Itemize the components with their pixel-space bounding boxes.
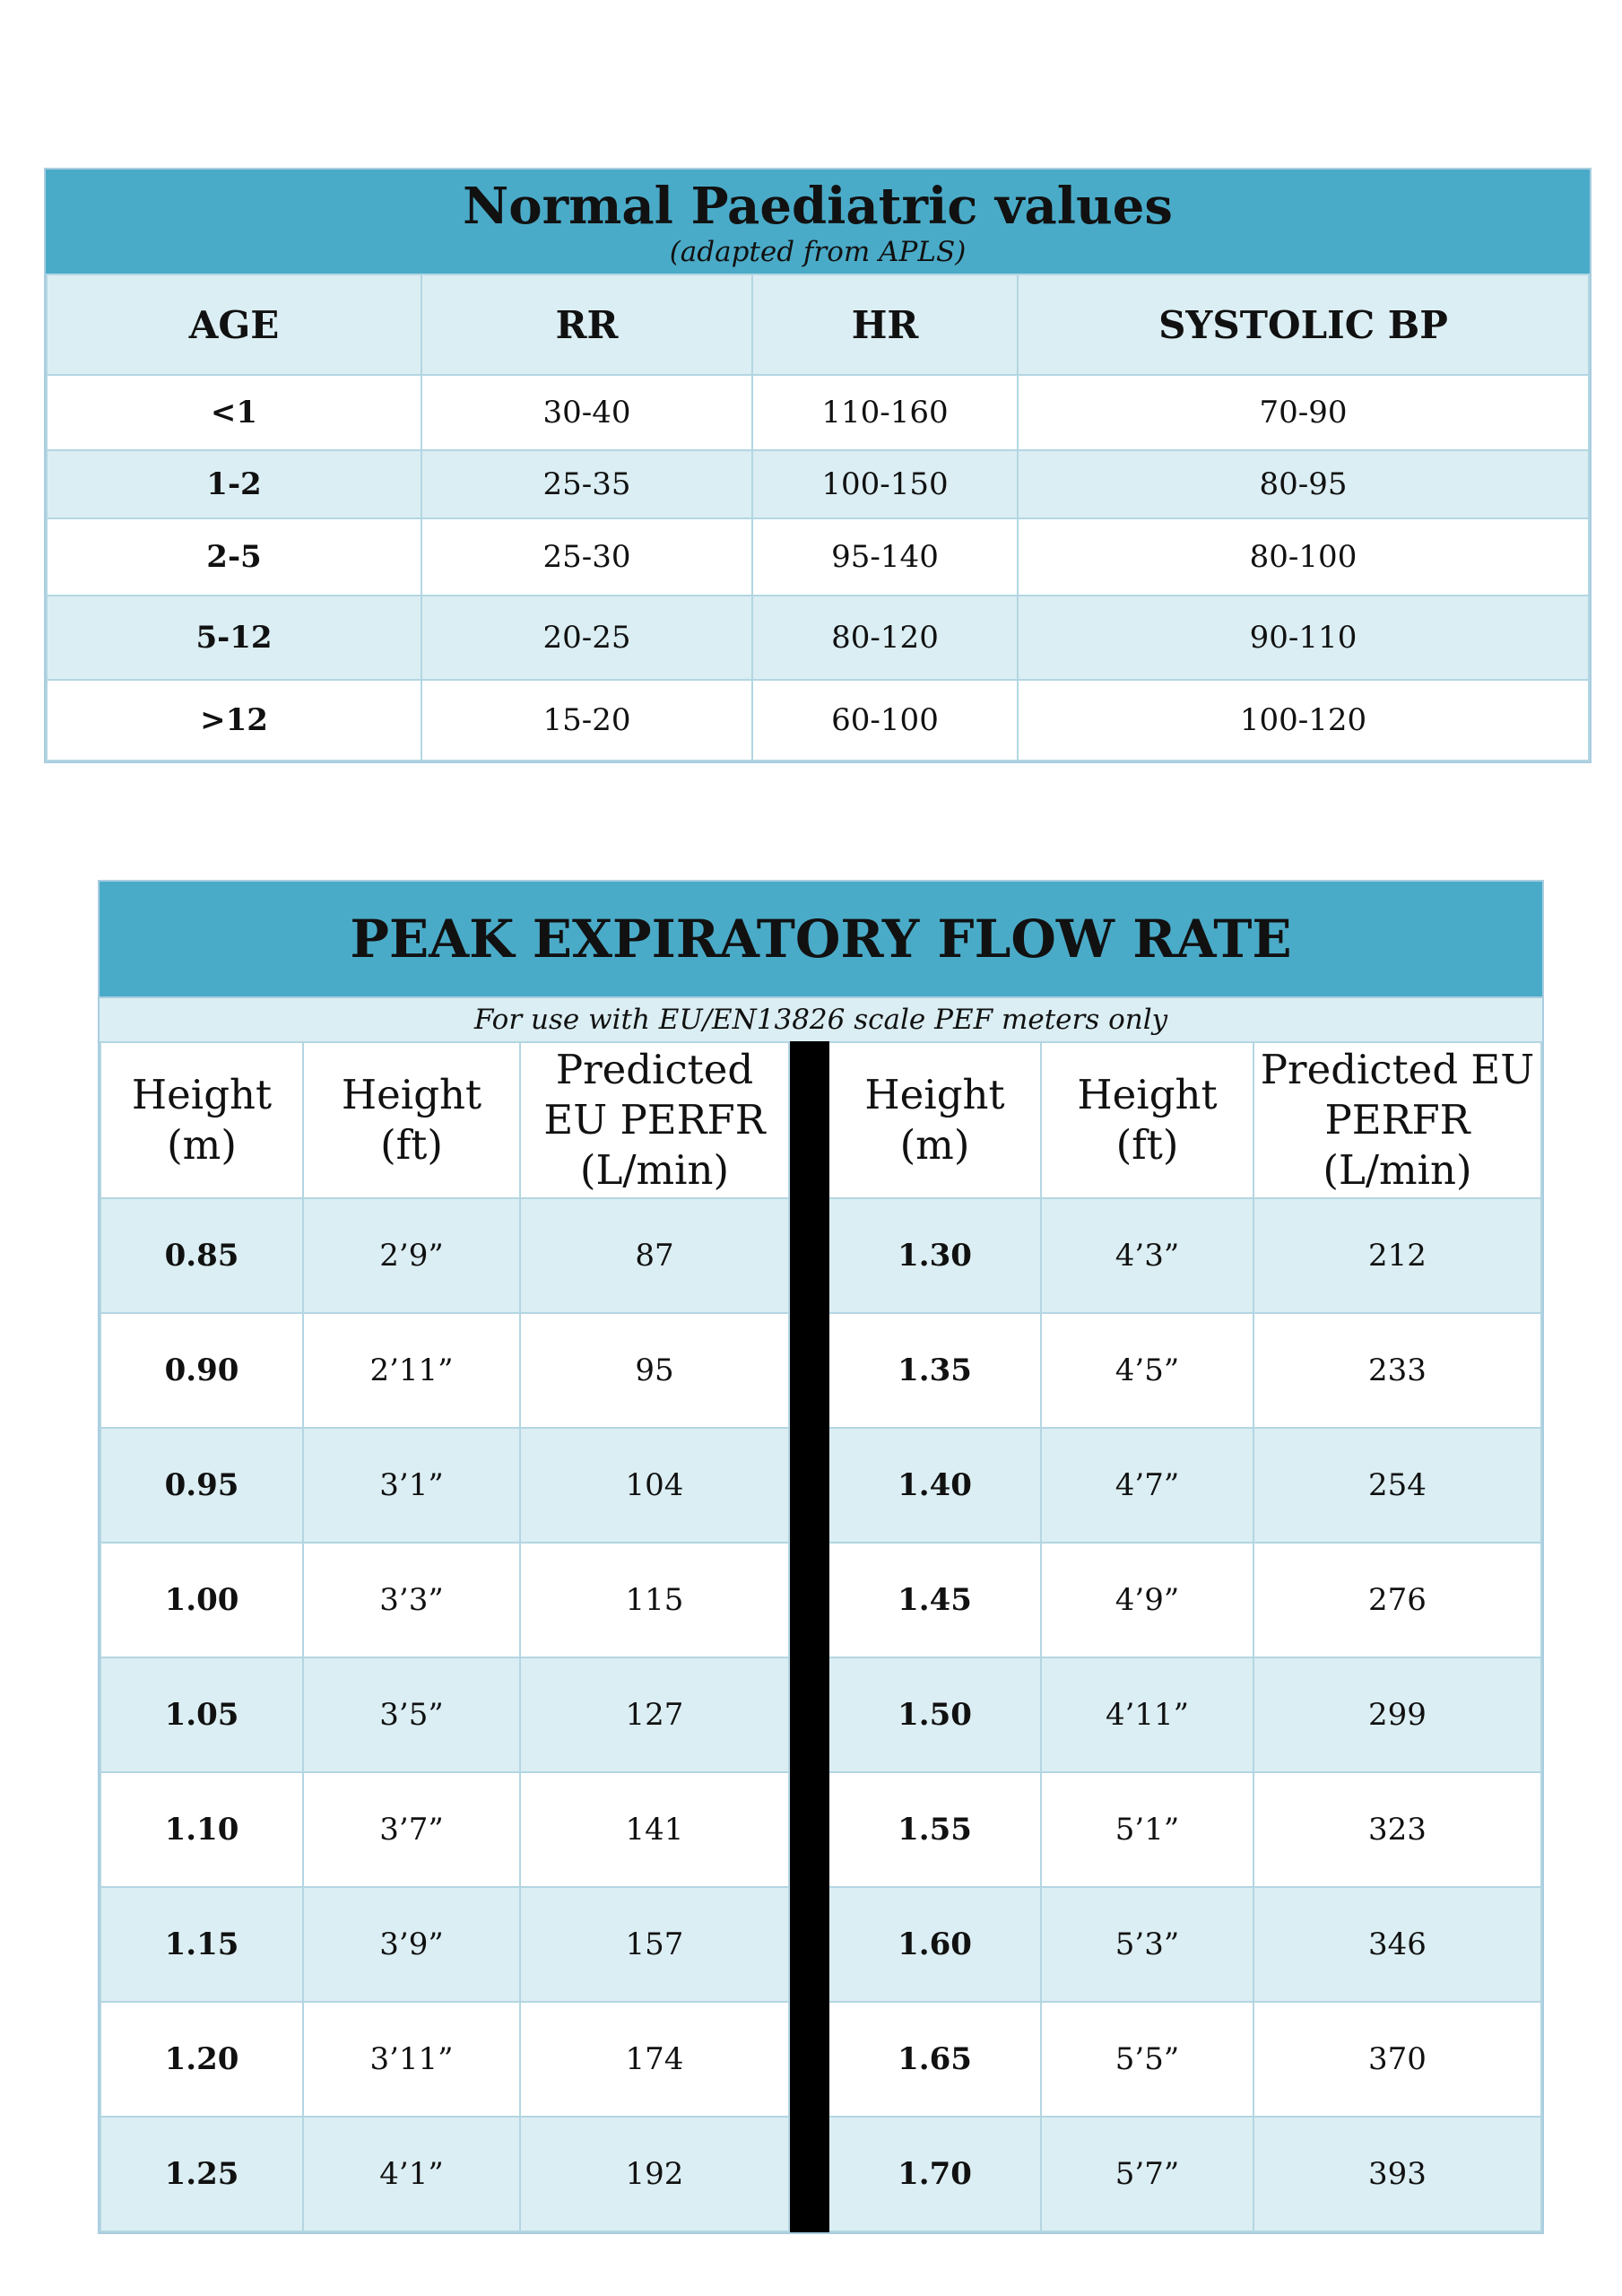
predicted-pefr-cell: 370 [1253,2002,1541,2117]
rr-cell: 25-30 [421,518,752,596]
predicted-pefr-cell: 104 [520,1428,789,1543]
height-m-cell: 0.95 [100,1428,303,1543]
height-m-cell: 1.25 [100,2117,303,2231]
center-divider [789,2002,828,2117]
pefr-note: For use with EU/EN13826 scale PEF meters only [100,996,1542,1041]
paediatric-title-bar [46,170,1590,274]
height-ft-cell: 3’11” [303,2002,520,2117]
predicted-pefr-cell: 192 [520,2117,789,2231]
predicted-pefr-cell: 127 [520,1657,789,1772]
pefr-table [98,880,1544,2234]
height-m-cell: 1.60 [828,1887,1041,2002]
height-m-cell: 1.20 [100,2002,303,2117]
height-ft-cell: 5’7” [1041,2117,1253,2231]
height-m-cell: 1.65 [828,2002,1041,2117]
center-divider [789,1887,828,2002]
predicted-pefr-cell: 212 [1253,1198,1541,1313]
age-cell: <1 [47,375,421,450]
age-cell: 5-12 [47,596,421,680]
height-m-cell: 0.85 [100,1198,303,1313]
table-row [100,1543,1541,1657]
predicted-pefr-cell: 141 [520,1772,789,1887]
center-divider [789,1543,828,1657]
predicted-pefr-cell: 276 [1253,1543,1541,1657]
systolic-bp-cell: 90-110 [1018,596,1589,680]
height-ft-cell: 2’9” [303,1198,520,1313]
table-row [100,2117,1541,2231]
table-row [100,1772,1541,1887]
center-divider [789,1313,828,1428]
height-m-cell: 1.00 [100,1543,303,1657]
center-divider [789,1657,828,1772]
height-ft-cell: 4’11” [1041,1657,1253,1772]
age-cell: >12 [47,680,421,761]
height-ft-cell: 3’3” [303,1543,520,1657]
center-divider [789,1042,828,1198]
height-ft-cell: 3’1” [303,1428,520,1543]
table-row [100,1428,1541,1543]
predicted-pefr-cell: 233 [1253,1313,1541,1428]
height-ft-cell: 4’7” [1041,1428,1253,1543]
pefr-header-row [100,1042,1541,1198]
hr-cell: 80-120 [752,596,1018,680]
predicted-pefr-cell: 87 [520,1198,789,1313]
systolic-bp-cell: 80-100 [1018,518,1589,596]
predicted-pefr-cell: 95 [520,1313,789,1428]
height-m-cell: 1.70 [828,2117,1041,2231]
center-divider [789,1772,828,1887]
paediatric-header-row [47,274,1589,375]
table-row [47,518,1589,596]
height-m-cell: 1.30 [828,1198,1041,1313]
column-header-hr: HR [752,274,1018,375]
table-row [47,596,1589,680]
paediatric-title: Normal Paediatric values [463,177,1173,236]
table-row [100,2002,1541,2117]
column-header-predicted-pefr: Predicted EU PERFR (L/min) [520,1042,789,1198]
column-header-height-ft: Height (ft) [1041,1042,1253,1198]
height-m-cell: 1.05 [100,1657,303,1772]
systolic-bp-cell: 80-95 [1018,450,1589,518]
paediatric-values-table [44,168,1592,763]
predicted-pefr-cell: 174 [520,2002,789,2117]
rr-cell: 20-25 [421,596,752,680]
height-ft-cell: 4’1” [303,2117,520,2231]
table-row [100,1198,1541,1313]
table-row [100,1313,1541,1428]
hr-cell: 110-160 [752,375,1018,450]
height-m-cell: 1.40 [828,1428,1041,1543]
height-m-cell: 1.45 [828,1543,1041,1657]
rr-cell: 30-40 [421,375,752,450]
rr-cell: 15-20 [421,680,752,761]
center-divider [789,1198,828,1313]
height-ft-cell: 2’11” [303,1313,520,1428]
predicted-pefr-cell: 346 [1253,1887,1541,2002]
height-m-cell: 1.55 [828,1772,1041,1887]
height-m-cell: 0.90 [100,1313,303,1428]
hr-cell: 60-100 [752,680,1018,761]
predicted-pefr-cell: 299 [1253,1657,1541,1772]
age-cell: 1-2 [47,450,421,518]
predicted-pefr-cell: 115 [520,1543,789,1657]
center-divider [789,2117,828,2231]
height-ft-cell: 3’9” [303,1887,520,2002]
height-ft-cell: 3’7” [303,1772,520,1887]
rr-cell: 25-35 [421,450,752,518]
age-cell: 2-5 [47,518,421,596]
predicted-pefr-cell: 157 [520,1887,789,2002]
paediatric-subtitle: (adapted from APLS) [669,236,967,268]
predicted-pefr-cell: 393 [1253,2117,1541,2231]
height-ft-cell: 3’5” [303,1657,520,1772]
column-header-height-m: Height (m) [828,1042,1041,1198]
predicted-pefr-cell: 323 [1253,1772,1541,1887]
systolic-bp-cell: 100-120 [1018,680,1589,761]
hr-cell: 100-150 [752,450,1018,518]
table-row [47,375,1589,450]
center-divider [789,1428,828,1543]
height-m-cell: 1.15 [100,1887,303,2002]
height-ft-cell: 5’3” [1041,1887,1253,2002]
height-m-cell: 1.10 [100,1772,303,1887]
height-ft-cell: 5’1” [1041,1772,1253,1887]
column-header-systolic-bp: SYSTOLIC BP [1018,274,1589,375]
systolic-bp-cell: 70-90 [1018,375,1589,450]
column-header-height-ft: Height (ft) [303,1042,520,1198]
table-row [47,680,1589,761]
height-ft-cell: 4’9” [1041,1543,1253,1657]
height-ft-cell: 4’5” [1041,1313,1253,1428]
pefr-title: PEAK EXPIRATORY FLOW RATE [100,882,1542,996]
column-header-height-m: Height (m) [100,1042,303,1198]
hr-cell: 95-140 [752,518,1018,596]
column-header-age: AGE [47,274,421,375]
height-ft-cell: 4’3” [1041,1198,1253,1313]
height-m-cell: 1.35 [828,1313,1041,1428]
column-header-predicted-pefr: Predicted EU PERFR (L/min) [1253,1042,1541,1198]
height-ft-cell: 5’5” [1041,2002,1253,2117]
predicted-pefr-cell: 254 [1253,1428,1541,1543]
height-m-cell: 1.50 [828,1657,1041,1772]
table-row [47,450,1589,518]
table-row [100,1887,1541,2002]
column-header-rr: RR [421,274,752,375]
table-row [100,1657,1541,1772]
